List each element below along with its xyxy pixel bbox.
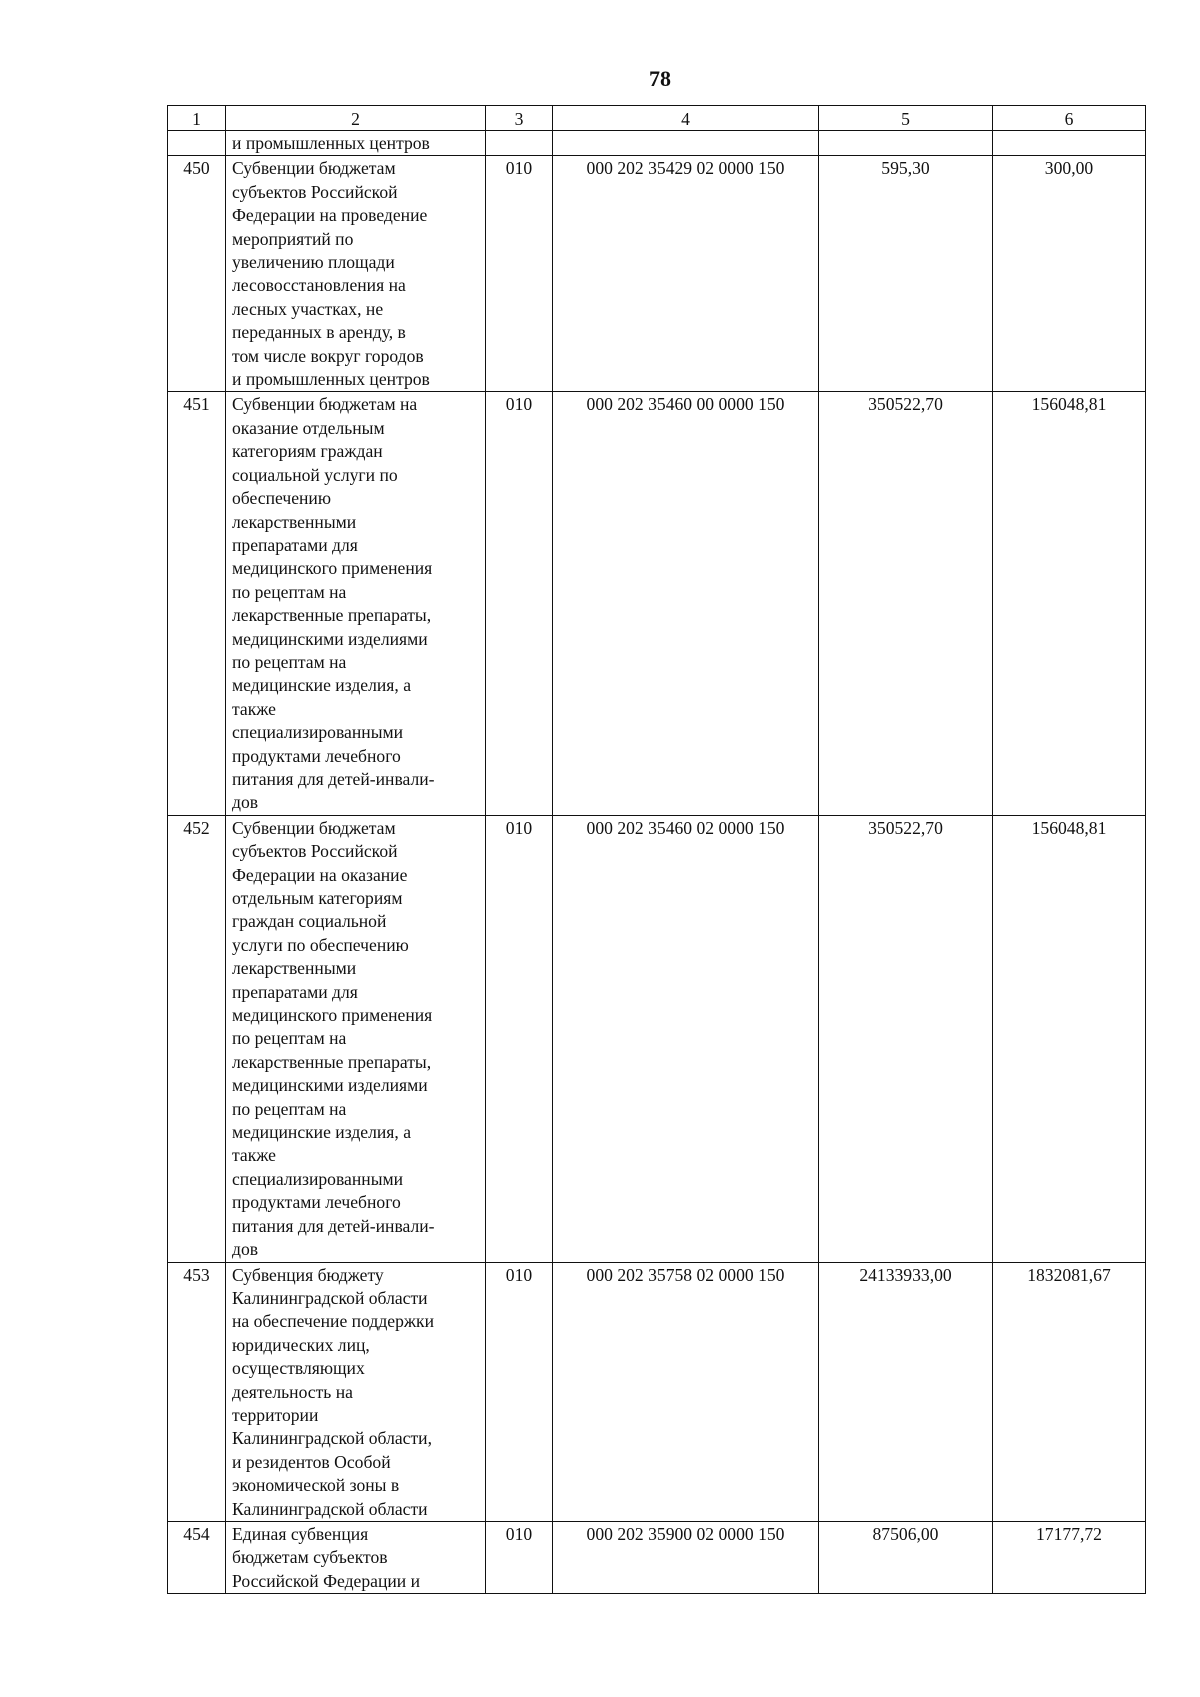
row-amount-plan: 350522,70 [819, 392, 993, 815]
continuation-number-cell [168, 131, 226, 156]
row-name-cell [226, 815, 486, 1262]
row-admin-code: 010 [486, 815, 553, 1262]
row-number: 451 [168, 392, 226, 815]
row-number: 450 [168, 156, 226, 392]
row-kbk-code: 000 202 35758 02 0000 150 [553, 1262, 819, 1521]
row-name-cell [226, 392, 486, 815]
row-name: Субвенция бюджету Калининградской области на обеспечение поддержки юридических лиц, осуществляющих деятельность на территории Калининградской области, и резидентов Особой экономической зоны в Калининградской области [232, 1264, 435, 1519]
row-admin-code: 010 [486, 392, 553, 815]
row-amount-fact: 156048,81 [993, 815, 1146, 1262]
table-row [168, 815, 1146, 1262]
row-name: Единая субвенция бюджетам субъектов Российской Федерации и [232, 1523, 421, 1591]
column-header-6: 6 [993, 106, 1146, 131]
continuation-name-text: и промышленных центров [232, 133, 430, 153]
column-number-header-row [168, 106, 1146, 131]
row-name-cell [226, 1521, 486, 1593]
column-header-2: 2 [226, 106, 486, 131]
row-kbk-code: 000 202 35429 02 0000 150 [553, 156, 819, 392]
continuation-row [168, 131, 1146, 156]
column-header-3: 3 [486, 106, 553, 131]
row-kbk-code: 000 202 35460 02 0000 150 [553, 815, 819, 1262]
row-amount-fact: 156048,81 [993, 392, 1146, 815]
continuation-kbk-cell [553, 131, 819, 156]
column-header-4: 4 [553, 106, 819, 131]
table-row [168, 1262, 1146, 1521]
row-name: Субвенции бюджетам субъектов Российской Федерации на оказание отдельным категориям граждан социальной услуги по обеспечению лекарственными препаратами для медицинского применения по рецептам на лекарственные препараты, медицинскими изделиями по рецептам на медицинские изделия, а также специализированными продуктами лечебного питания для детей-инвали- дов [232, 817, 435, 1260]
row-name: Субвенции бюджетам на оказание отдельным категориям граждан социальной услуги по обеспечению лекарственными препаратами для медицинского применения по рецептам на лекарственные препараты, медицинскими изделиями по рецептам на медицинские изделия, а также специализированными продуктами лечебного питания для детей-инвали- дов [232, 394, 435, 813]
row-number: 453 [168, 1262, 226, 1521]
row-amount-fact: 17177,72 [993, 1521, 1146, 1593]
row-kbk-code: 000 202 35460 00 0000 150 [553, 392, 819, 815]
row-amount-plan: 24133933,00 [819, 1262, 993, 1521]
continuation-name-cell [226, 131, 486, 156]
row-admin-code: 010 [486, 1521, 553, 1593]
row-admin-code: 010 [486, 1262, 553, 1521]
row-amount-plan: 350522,70 [819, 815, 993, 1262]
column-header-5: 5 [819, 106, 993, 131]
row-name-cell [226, 156, 486, 392]
table-row [168, 1521, 1146, 1593]
row-number: 454 [168, 1521, 226, 1593]
row-amount-fact: 300,00 [993, 156, 1146, 392]
row-amount-fact: 1832081,67 [993, 1262, 1146, 1521]
row-number: 452 [168, 815, 226, 1262]
row-amount-plan: 87506,00 [819, 1521, 993, 1593]
continuation-plan-cell [819, 131, 993, 156]
table-row [168, 392, 1146, 815]
continuation-admin-cell [486, 131, 553, 156]
row-kbk-code: 000 202 35900 02 0000 150 [553, 1521, 819, 1593]
column-header-1: 1 [168, 106, 226, 131]
row-name: Субвенции бюджетам субъектов Российской Федерации на проведение мероприятий по увеличению площади лесовосстановления на лесных участках, не переданных в аренду, в том числе вокруг городов и промышленных центров [232, 158, 430, 390]
row-amount-plan: 595,30 [819, 156, 993, 392]
table-row [168, 156, 1146, 392]
page-number: 78 [649, 66, 671, 91]
budget-table [167, 105, 1146, 1594]
continuation-fact-cell [993, 131, 1146, 156]
row-name-cell [226, 1262, 486, 1521]
row-admin-code: 010 [486, 156, 553, 392]
